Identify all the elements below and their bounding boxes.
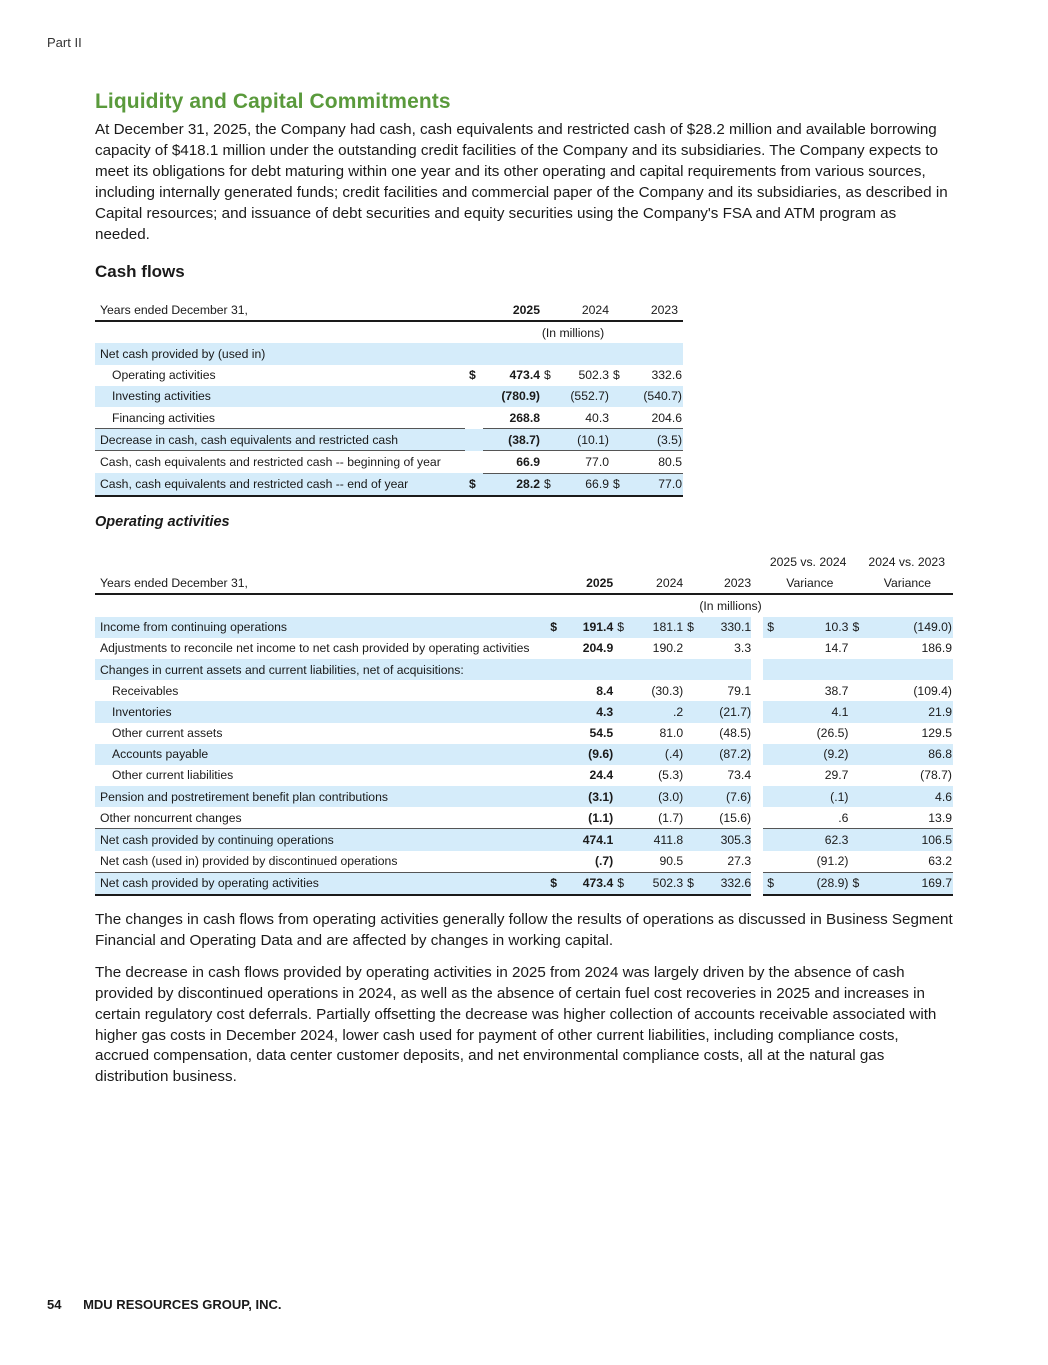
value-2024: 40.3 bbox=[585, 410, 609, 425]
dollar-sign bbox=[613, 638, 627, 659]
value-2023: (48.5) bbox=[719, 726, 752, 741]
dollar-sign bbox=[540, 343, 554, 364]
variance-header-row bbox=[95, 551, 953, 572]
value-2023: (87.2) bbox=[697, 744, 751, 765]
table-row bbox=[95, 429, 683, 451]
dollar-sign bbox=[540, 451, 554, 473]
row-label: Accounts payable bbox=[95, 744, 546, 765]
dollar-sign bbox=[546, 851, 566, 873]
dollar-sign bbox=[763, 786, 783, 807]
value-2023: (21.7) bbox=[697, 701, 751, 722]
dollar-sign bbox=[763, 744, 783, 765]
value-2023: 330.1 bbox=[697, 617, 751, 638]
variance-2025-vs-2024 bbox=[784, 659, 849, 680]
variance-2025-vs-2024: 14.7 bbox=[824, 641, 849, 656]
value-2023: (540.7) bbox=[623, 386, 683, 407]
table-header-row bbox=[95, 299, 683, 321]
value-2024: (.4) bbox=[627, 744, 683, 765]
value-2025: 191.4 bbox=[567, 617, 614, 638]
value-2024: (30.3) bbox=[651, 683, 684, 698]
dollar-sign bbox=[683, 638, 697, 659]
table-row bbox=[95, 872, 953, 895]
dollar-sign bbox=[848, 807, 862, 829]
table-row bbox=[95, 386, 683, 407]
dollar-sign bbox=[848, 829, 862, 851]
dollar-sign bbox=[683, 765, 697, 786]
dollar-sign: $ bbox=[683, 617, 697, 638]
dollar-sign bbox=[848, 638, 862, 659]
dollar-sign bbox=[848, 659, 862, 680]
row-label: Changes in current assets and current liabilities, net of acquisitions: bbox=[95, 659, 546, 680]
value-2023: 3.3 bbox=[734, 641, 752, 656]
value-2024: 190.2 bbox=[652, 641, 684, 656]
dollar-sign bbox=[613, 786, 627, 807]
column-gap bbox=[751, 851, 763, 873]
column-gap bbox=[751, 701, 763, 722]
dollar-sign bbox=[613, 680, 627, 701]
dollar-sign bbox=[683, 807, 697, 829]
value-2023: (3.5) bbox=[623, 429, 683, 451]
dollar-sign bbox=[613, 851, 627, 873]
dollar-sign bbox=[546, 680, 566, 701]
dollar-sign bbox=[763, 701, 783, 722]
value-2023: 73.4 bbox=[727, 768, 752, 783]
dollar-sign: $ bbox=[546, 872, 566, 895]
value-2025: 473.4 bbox=[509, 368, 540, 383]
value-2023: 332.6 bbox=[651, 368, 682, 383]
page-number: 54 bbox=[47, 1297, 62, 1312]
value-2025: 28.2 bbox=[483, 473, 540, 496]
value-2025: 204.9 bbox=[582, 641, 614, 656]
units-label: (In millions) bbox=[541, 325, 605, 340]
row-label: Cash, cash equivalents and restricted cash -- end of year bbox=[95, 473, 465, 496]
value-2024: .2 bbox=[627, 701, 683, 722]
table-row bbox=[95, 407, 683, 429]
variance-2024-vs-2023: (149.0) bbox=[863, 617, 953, 638]
value-2025: (38.7) bbox=[483, 429, 540, 451]
dollar-sign bbox=[683, 680, 697, 701]
dollar-sign bbox=[546, 829, 566, 851]
dollar-sign bbox=[763, 680, 783, 701]
table-row bbox=[95, 786, 953, 807]
value-2023: 79.1 bbox=[727, 683, 752, 698]
value-2025: (3.1) bbox=[567, 786, 614, 807]
row-label: Receivables bbox=[112, 683, 179, 698]
dollar-sign bbox=[613, 807, 627, 829]
variance-2025-vs-2024: (.1) bbox=[784, 786, 849, 807]
row-label: Cash, cash equivalents and restricted cash -- beginning of year bbox=[95, 451, 465, 473]
column-gap bbox=[751, 617, 763, 638]
value-2025: (1.1) bbox=[588, 810, 614, 825]
value-2025: 24.4 bbox=[589, 768, 614, 783]
dollar-sign bbox=[848, 786, 862, 807]
column-gap bbox=[751, 680, 763, 701]
discussion-paragraph-2: The decrease in cash flows provided by operating activities in 2025 from 2024 was largely driven by the absence of cash provided by discontinued operations in 2024, as well as the absence of certain fuel cost recoveries in 2025 and increases in certain regulatory cost deferrals. Partially offsetting the decrease was higher collection of accounts receivable associated with higher gas costs in December 2024, lower cash used for payment of other current liabilities, including compliance costs, accrued compensation, data center customer deposits, and net environmental compliance costs, all at the natural gas distribution business. bbox=[95, 963, 937, 1086]
variance-2025-vs-2024: 62.3 bbox=[784, 829, 849, 851]
table-header-row bbox=[95, 572, 953, 594]
row-label: Net cash provided by continuing operations bbox=[95, 829, 546, 851]
units-row bbox=[95, 321, 683, 343]
units-row bbox=[95, 594, 953, 616]
dollar-sign bbox=[763, 807, 783, 829]
dollar-sign bbox=[763, 829, 783, 851]
dollar-sign bbox=[848, 765, 862, 786]
value-2025: (.7) bbox=[594, 854, 614, 869]
value-2023: 204.6 bbox=[651, 410, 682, 425]
value-2024 bbox=[554, 343, 609, 364]
row-label: Inventories bbox=[95, 701, 546, 722]
dollar-sign bbox=[763, 851, 783, 873]
dollar-sign bbox=[546, 638, 566, 659]
value-2025: 268.8 bbox=[509, 410, 540, 425]
dollar-sign bbox=[609, 407, 623, 429]
variance-2024-vs-2023: 186.9 bbox=[921, 641, 952, 656]
liquidity-section bbox=[95, 90, 955, 282]
dollar-sign bbox=[613, 659, 627, 680]
dollar-sign bbox=[540, 429, 554, 451]
table-row bbox=[95, 701, 953, 722]
dollar-sign bbox=[848, 744, 862, 765]
dollar-sign bbox=[465, 407, 483, 429]
operating-activities-table bbox=[95, 551, 953, 896]
header-label: Years ended December 31, bbox=[95, 299, 465, 321]
dollar-sign bbox=[546, 807, 566, 829]
dollar-sign: $ bbox=[465, 473, 483, 496]
value-2025 bbox=[567, 659, 614, 680]
dollar-sign: $ bbox=[613, 368, 620, 383]
variance-2024-vs-2023: 106.5 bbox=[863, 829, 953, 851]
dollar-sign bbox=[546, 659, 566, 680]
value-2024: 90.5 bbox=[659, 854, 684, 869]
dollar-sign bbox=[763, 638, 783, 659]
variance-2024-vs-2023: 4.6 bbox=[863, 786, 953, 807]
dollar-sign bbox=[848, 723, 862, 744]
row-label: Adjustments to reconcile net income to net cash provided by operating activities bbox=[100, 641, 530, 656]
dollar-sign bbox=[613, 723, 627, 744]
row-label: Investing activities bbox=[95, 386, 465, 407]
value-2025 bbox=[483, 343, 540, 364]
dollar-sign bbox=[609, 343, 623, 364]
dollar-sign bbox=[848, 701, 862, 722]
value-2023: 80.5 bbox=[623, 451, 683, 473]
header-2025: 2025 bbox=[567, 572, 614, 594]
dollar-sign bbox=[683, 851, 697, 873]
dollar-sign: $ bbox=[613, 617, 627, 638]
table-row bbox=[95, 851, 953, 873]
value-2024: (5.3) bbox=[658, 768, 684, 783]
header-variance-1: Variance bbox=[763, 572, 848, 594]
dollar-sign bbox=[848, 851, 862, 873]
column-gap bbox=[751, 829, 763, 851]
section-title: Liquidity and Capital Commitments bbox=[95, 90, 451, 113]
dollar-sign: $ bbox=[763, 617, 783, 638]
header-2024: 2024 bbox=[627, 572, 683, 594]
page-footer bbox=[47, 1297, 282, 1312]
units-label: (In millions) bbox=[699, 598, 762, 613]
row-label: Financing activities bbox=[112, 410, 215, 425]
dollar-sign bbox=[546, 786, 566, 807]
column-gap bbox=[751, 723, 763, 744]
intro-paragraph: At December 31, 2025, the Company had cash, cash equivalents and restricted cash of $28.2 million and available borrowing capacity of $418.1 million under the outstanding credit facilities of the Company and its subsidiaries. The Company expects to meet its obligations for debt maturing within one year and its other operating and capital requirements from various sources, including internally generated funds; credit facilities and commercial paper of the Company and its subsidiaries, as described in Capital resources; and issuance of debt securities and equity securities using the Company's FSA and ATM program as needed. bbox=[95, 121, 948, 243]
dollar-sign bbox=[609, 386, 623, 407]
variance-2025-vs-2024: (9.2) bbox=[784, 744, 849, 765]
dollar-sign: $ bbox=[683, 872, 697, 895]
column-gap bbox=[751, 872, 763, 895]
variance-2024-vs-2023: 21.9 bbox=[863, 701, 953, 722]
value-2023: (7.6) bbox=[697, 786, 751, 807]
table-row bbox=[95, 473, 683, 496]
value-2025: 473.4 bbox=[567, 872, 614, 895]
dollar-sign: $ bbox=[540, 473, 554, 496]
value-2024: 502.3 bbox=[627, 872, 683, 895]
dollar-sign: $ bbox=[544, 368, 551, 383]
value-2025: (780.9) bbox=[483, 386, 540, 407]
dollar-sign bbox=[609, 429, 623, 451]
row-label: Income from continuing operations bbox=[95, 617, 546, 638]
variance-2025-vs-2024: (91.2) bbox=[816, 854, 849, 869]
dollar-sign bbox=[540, 386, 554, 407]
row-label: Operating activities bbox=[112, 368, 216, 383]
dollar-sign bbox=[465, 429, 483, 451]
dollar-sign bbox=[763, 659, 783, 680]
dollar-sign: $ bbox=[848, 872, 862, 895]
value-2024: 181.1 bbox=[627, 617, 683, 638]
dollar-sign bbox=[613, 744, 627, 765]
value-2024: (10.1) bbox=[554, 429, 609, 451]
dollar-sign bbox=[683, 744, 697, 765]
dollar-sign: $ bbox=[613, 872, 627, 895]
dollar-sign bbox=[683, 829, 697, 851]
header-variance-2: Variance bbox=[848, 572, 953, 594]
value-2023: 27.3 bbox=[727, 854, 752, 869]
variance-2024-vs-2023: 86.8 bbox=[863, 744, 953, 765]
dollar-sign bbox=[763, 723, 783, 744]
value-2024: 66.9 bbox=[554, 473, 609, 496]
value-2025: 54.5 bbox=[589, 726, 614, 741]
company-name: MDU RESOURCES GROUP, INC. bbox=[83, 1297, 282, 1312]
table-row bbox=[95, 659, 953, 680]
variance-2024-vs-2023: 129.5 bbox=[921, 726, 952, 741]
part-label: Part II bbox=[47, 35, 82, 50]
dollar-sign bbox=[613, 765, 627, 786]
variance-2025-vs-2024: 38.7 bbox=[824, 683, 849, 698]
column-gap bbox=[751, 786, 763, 807]
table-row bbox=[95, 807, 953, 829]
value-2024: (552.7) bbox=[554, 386, 609, 407]
value-2024: 411.8 bbox=[627, 829, 683, 851]
value-2023: 305.3 bbox=[697, 829, 751, 851]
header-2025: 2025 bbox=[483, 299, 540, 321]
table-row bbox=[95, 723, 953, 744]
column-gap bbox=[751, 659, 763, 680]
value-2024: (1.7) bbox=[658, 810, 684, 825]
value-2024: 77.0 bbox=[554, 451, 609, 473]
header-2023: 2023 bbox=[623, 299, 683, 321]
value-2023 bbox=[623, 343, 683, 364]
dollar-sign bbox=[540, 407, 554, 429]
header-2024: 2024 bbox=[554, 299, 609, 321]
cash-flows-heading: Cash flows bbox=[95, 262, 185, 282]
value-2023: 332.6 bbox=[697, 872, 751, 895]
variance-2025-vs-2024: 29.7 bbox=[824, 768, 849, 783]
dollar-sign bbox=[609, 451, 623, 473]
dollar-sign bbox=[546, 765, 566, 786]
variance-2024-vs-2023: (109.4) bbox=[913, 683, 952, 698]
discussion bbox=[95, 910, 955, 1099]
dollar-sign: $ bbox=[469, 368, 476, 383]
row-label: Other noncurrent changes bbox=[100, 810, 242, 825]
dollar-sign: $ bbox=[609, 473, 623, 496]
variance-2024-vs-2023: (78.7) bbox=[920, 768, 952, 783]
value-2024 bbox=[627, 659, 683, 680]
column-gap bbox=[751, 638, 763, 659]
value-2023: (15.6) bbox=[719, 810, 752, 825]
row-label: Net cash provided by (used in) bbox=[95, 343, 465, 364]
value-2024: 502.3 bbox=[578, 368, 609, 383]
variance-2025-vs-2024-top: 2025 vs. 2024 bbox=[769, 554, 847, 569]
variance-2024-vs-2023: 13.9 bbox=[928, 810, 952, 825]
table-row bbox=[95, 765, 953, 786]
column-gap bbox=[751, 765, 763, 786]
dollar-sign bbox=[683, 723, 697, 744]
variance-2024-vs-2023: 63.2 bbox=[928, 854, 952, 869]
table-row bbox=[95, 829, 953, 851]
dollar-sign bbox=[848, 680, 862, 701]
dollar-sign bbox=[763, 765, 783, 786]
row-label: Other current assets bbox=[112, 726, 223, 741]
dollar-sign bbox=[465, 343, 483, 364]
table-row bbox=[95, 343, 683, 364]
value-2025: 66.9 bbox=[483, 451, 540, 473]
dollar-sign bbox=[683, 786, 697, 807]
dollar-sign bbox=[465, 386, 483, 407]
column-gap bbox=[751, 744, 763, 765]
dollar-sign bbox=[546, 701, 566, 722]
dollar-sign bbox=[546, 723, 566, 744]
table-row bbox=[95, 680, 953, 701]
variance-2025-vs-2024: 4.1 bbox=[784, 701, 849, 722]
row-label: Pension and postretirement benefit plan contributions bbox=[95, 786, 546, 807]
variance-2025-vs-2024: 10.3 bbox=[784, 617, 849, 638]
value-2023 bbox=[697, 659, 751, 680]
variance-2024-vs-2023: 169.7 bbox=[863, 872, 953, 895]
column-gap bbox=[751, 807, 763, 829]
table-row bbox=[95, 365, 683, 386]
row-label: Net cash (used in) provided by discontinued operations bbox=[100, 854, 398, 869]
dollar-sign bbox=[546, 744, 566, 765]
value-2025: 8.4 bbox=[596, 683, 614, 698]
header-2023: 2023 bbox=[697, 572, 751, 594]
dollar-sign bbox=[465, 451, 483, 473]
row-label: Decrease in cash, cash equivalents and restricted cash bbox=[95, 429, 465, 451]
dollar-sign bbox=[683, 701, 697, 722]
value-2025: 4.3 bbox=[567, 701, 614, 722]
variance-2024-vs-2023-top: 2024 vs. 2023 bbox=[868, 554, 945, 569]
table-row bbox=[95, 451, 683, 473]
dollar-sign bbox=[613, 829, 627, 851]
dollar-sign bbox=[683, 659, 697, 680]
value-2024: (3.0) bbox=[627, 786, 683, 807]
dollar-sign: $ bbox=[848, 617, 862, 638]
value-2025: 474.1 bbox=[567, 829, 614, 851]
table-row bbox=[95, 744, 953, 765]
value-2023: 77.0 bbox=[623, 473, 683, 496]
value-2025: (9.6) bbox=[567, 744, 614, 765]
table-row bbox=[95, 638, 953, 659]
table-row bbox=[95, 617, 953, 638]
dollar-sign bbox=[613, 701, 627, 722]
variance-2025-vs-2024: (26.5) bbox=[816, 726, 849, 741]
dollar-sign: $ bbox=[763, 872, 783, 895]
dollar-sign: $ bbox=[546, 617, 566, 638]
operating-activities-heading: Operating activities bbox=[95, 514, 230, 530]
row-label: Net cash provided by operating activities bbox=[95, 872, 546, 895]
header-label: Years ended December 31, bbox=[95, 572, 546, 594]
variance-2025-vs-2024: .6 bbox=[838, 810, 849, 825]
value-2024: 81.0 bbox=[659, 726, 684, 741]
discussion-paragraph-1: The changes in cash flows from operating activities generally follow the results of operations as discussed in Business Segment Financial and Operating Data and are affected by changes in working capital. bbox=[95, 911, 953, 949]
cash-flows-table bbox=[95, 299, 683, 497]
row-label: Other current liabilities bbox=[112, 768, 234, 783]
variance-2025-vs-2024: (28.9) bbox=[784, 872, 849, 895]
variance-2024-vs-2023 bbox=[863, 659, 953, 680]
